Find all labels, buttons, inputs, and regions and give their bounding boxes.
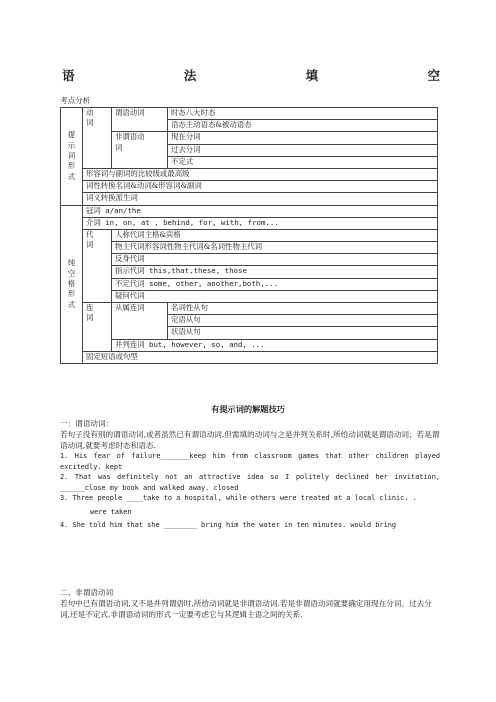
part2-intro: 若句中已有谓语动词,又不是并列谓语时,所给动词就是非谓语动词.若是非谓语动词就要确定用现在分词、过去分词,还是不定式.非谓语动词的形式一定要考虑它与其逻辑主语之间的关系. <box>60 599 432 619</box>
subordinating-cell: 从属连词 <box>112 303 168 340</box>
fixed-phrase-cell: 固定短语或句型 <box>83 351 438 363</box>
part2-section <box>60 587 440 620</box>
question-4: 4. She told him that she ________ bring him the water in ten minutes. would bring <box>60 520 397 529</box>
question-1: 1. His fear of failure_______keep him from classroom games that other children played excitedly. kept <box>60 452 440 471</box>
part1-section <box>60 418 440 530</box>
personal-pronoun-cell: 人称代词主格&宾格 <box>112 229 438 241</box>
part2-heading: 二、非谓语动词 <box>60 588 114 597</box>
present-participle-cell: 现在分词 <box>168 132 438 144</box>
interrogative-pronoun-cell: 疑问代词 <box>112 290 438 302</box>
title-char: 法 <box>183 68 197 83</box>
past-participle-cell: 过去分词 <box>168 144 438 156</box>
conjunction-cell: 连 词 <box>83 303 112 352</box>
title-char: 语 <box>62 68 75 83</box>
tips-heading: 有提示词的解题技巧 <box>211 404 285 414</box>
verb-cell: 动 词 <box>83 108 112 169</box>
page-title <box>62 66 440 82</box>
part1-intro: 若句子没有别的谓语动词,或者虽然已有谓语动词,但需填的动词与之是并列关系时,所给动词就是谓语动词；若是谓语动词,就要考虑时态和语态. <box>60 430 440 450</box>
infinitive-cell: 不定式 <box>168 156 438 168</box>
noun-clause-cell: 名词性从句 <box>168 303 438 315</box>
analysis-table <box>60 107 438 364</box>
article-cell: 冠词 a/an/the <box>83 205 438 217</box>
question-2: 2. That was definitely not an attractive idea so I politely declined her invitation, ______close my book and walked away. closed <box>60 473 440 492</box>
adverbial-clause-cell: 状语从句 <box>168 327 438 339</box>
voice-cell: 语态主动语态&被动语态 <box>168 120 438 132</box>
question-3-answer: were taken <box>90 507 132 516</box>
possessive-pronoun-cell: 物主代词形容词性物主代词&名词性物主代词 <box>112 242 438 254</box>
adj-adv-cell: 形容词与副词的比较级或最高级 <box>83 168 438 180</box>
attributive-clause-cell: 定语从句 <box>168 315 438 327</box>
indefinite-pronoun-cell: 不定代词 some, other, another,both,... <box>112 278 438 290</box>
coordinating-cell: 并列连词 but, however, so, and, ... <box>112 339 438 351</box>
tense-cell: 时态八大时态 <box>168 108 438 120</box>
pos-conversion-cell: 词性转换名词&动词&形容词&副词 <box>83 181 438 193</box>
demonstrative-pronoun-cell: 指示代词 this,that,these, those <box>112 266 438 278</box>
reflexive-pronoun-cell: 反身代词 <box>112 254 438 266</box>
pronoun-cell: 代 词 <box>83 229 112 302</box>
section-label: 考点分析 <box>60 96 91 105</box>
question-3: 3. Three people ____take to a hospital, while others were treated at a local clinic. . <box>60 494 417 503</box>
non-predicate-cell: 非谓语动 词 <box>112 132 168 169</box>
derivation-cell: 词义转换派生词 <box>83 193 438 205</box>
group-prompt-words: 提 示 词 形 式 <box>61 108 83 206</box>
part1-heading: 一：谓语动词： <box>60 419 114 428</box>
group-pure-blank: 纯 空 格 形 式 <box>61 205 83 363</box>
preposition-cell: 介词 in, on, at , behind, for, with, from... <box>83 217 438 229</box>
predicate-verb-cell: 谓语动词 <box>112 108 168 132</box>
title-char: 填 <box>305 68 319 83</box>
title-char: 空 <box>427 68 440 83</box>
